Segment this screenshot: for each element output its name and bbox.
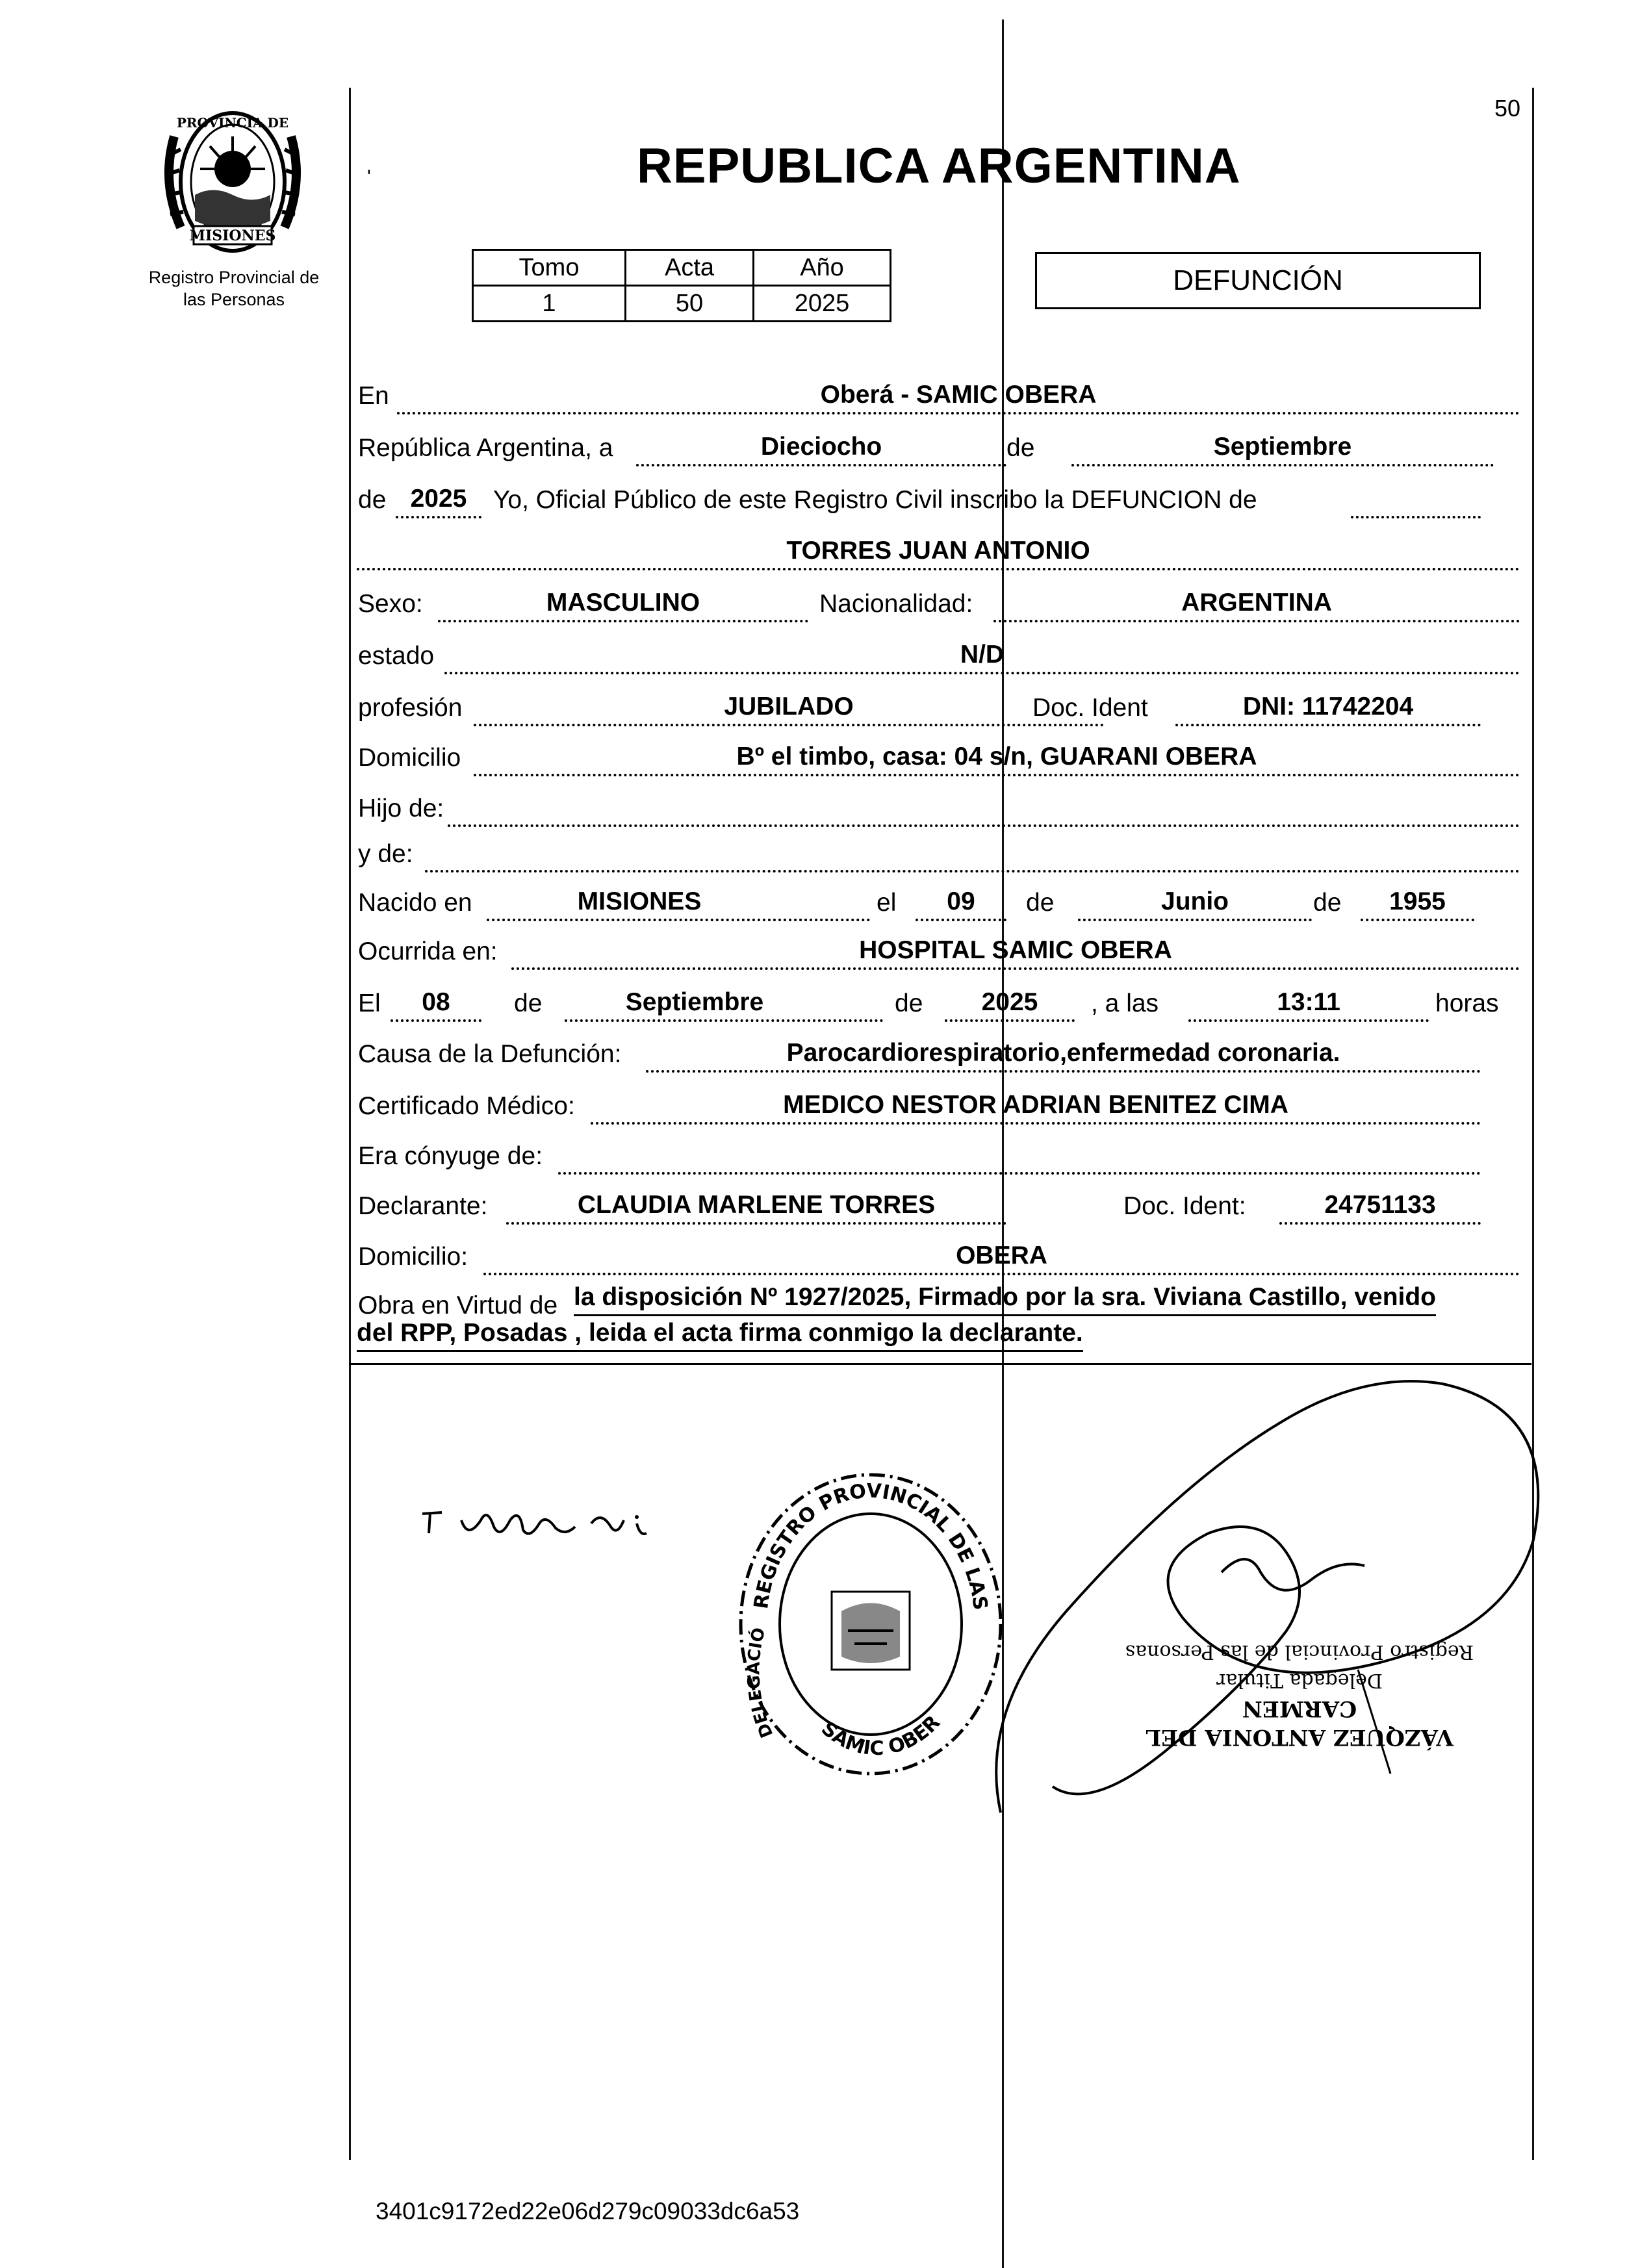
register-value-row: [473, 286, 891, 322]
value-estado: N/D: [960, 641, 1005, 669]
row-conyuge: [357, 1124, 1520, 1176]
signature-right-icon: [975, 1358, 1559, 1852]
page-title: REPUBLICA ARGENTINA: [637, 138, 1241, 194]
tick-mark: ': [367, 166, 371, 188]
row-place: [357, 364, 1520, 416]
value-acta: 50: [626, 286, 754, 322]
label-ocurrida-en: Ocurrida en:: [358, 937, 498, 965]
svg-text:REGISTRO PROVINCIAL DE LAS PER: REGISTRO PROVINCIAL DE LAS: [750, 1479, 992, 1612]
document-type-box: DEFUNCIÓN: [1035, 252, 1481, 309]
row-death-date: [357, 971, 1520, 1023]
value-place: Oberá - SAMIC OBERA: [820, 381, 1097, 409]
label-el: el: [877, 889, 897, 917]
row-certificate: [357, 1074, 1520, 1126]
row-estado: [357, 624, 1520, 676]
coat-of-arms-icon: [148, 97, 317, 266]
row-declarante-domicilio: [357, 1225, 1520, 1277]
row-name: [357, 520, 1520, 572]
value-obra-line-1: la disposición Nº 1927/2025, Firmado por la sra. Viviana Castillo, venido: [574, 1283, 1436, 1316]
row-birth: [357, 871, 1520, 923]
stamp-line-2: Delegada Titular: [1216, 1669, 1383, 1692]
svg-text:DELEGACIÓN: DELEGACIÓ: [744, 1625, 778, 1740]
value-sexo: MASCULINO: [546, 589, 700, 617]
row-date: [357, 416, 1520, 468]
value-birthplace: MISIONES: [577, 887, 702, 915]
label-declarante-domicilio: Domicilio:: [358, 1243, 468, 1271]
label-declarante-doc: Doc. Ident:: [1123, 1192, 1246, 1220]
dotted-line: [993, 620, 1520, 622]
label-de: de: [895, 989, 923, 1017]
label-de: de: [358, 486, 387, 514]
label-y-de: y de:: [358, 840, 413, 868]
label-nacido-en: Nacido en: [358, 889, 472, 917]
label-doc-ident: Doc. Ident: [1032, 694, 1148, 722]
svg-text:PROVINCIA DE: PROVINCIA DE: [176, 115, 289, 131]
value-causa: Parocardiorespiratorio,enfermedad coronaria.: [786, 1039, 1340, 1067]
value-nacionalidad: ARGENTINA: [1181, 589, 1332, 617]
value-death-month: Septiembre: [625, 988, 764, 1016]
value-ano: 2025: [754, 286, 891, 322]
row-ocurrida: [357, 919, 1520, 971]
value-birth-day: 09: [947, 887, 975, 915]
label-sexo: Sexo:: [358, 590, 423, 618]
official-seal-icon: [728, 1462, 1014, 1787]
label-horas: horas: [1435, 989, 1499, 1017]
registry-name-line-1: Registro Provincial de: [148, 268, 320, 287]
value-domicilio: Bº el timbo, casa: 04 s/n, GUARANI OBERA: [736, 743, 1257, 771]
value-month: Septiembre: [1213, 433, 1352, 461]
dotted-line: [646, 1070, 1481, 1073]
label-de: de: [514, 989, 543, 1017]
value-profesion: JUBILADO: [724, 693, 854, 720]
label-estado: estado: [358, 642, 435, 670]
row-sex-nationality: [357, 572, 1520, 624]
row-hijo-de: [357, 776, 1520, 828]
stamp-line-3: Registro Provincial de las Personas: [1125, 1640, 1474, 1663]
register-header-row: [473, 250, 891, 286]
label-el: El: [358, 989, 381, 1017]
page-number: 50: [1494, 95, 1521, 121]
value-deceased-name: TORRES JUAN ANTONIO: [786, 537, 1090, 565]
label-domicilio: Domicilio: [358, 744, 461, 772]
row-domicilio: [357, 726, 1520, 778]
registry-name-line-2: las Personas: [183, 290, 285, 309]
label-declarante: Declarante:: [358, 1192, 488, 1220]
label-nacionalidad: Nacionalidad:: [819, 590, 973, 618]
label-profesion: profesión: [358, 694, 463, 722]
label-conyuge: Era cónyuge de:: [358, 1142, 543, 1170]
label-certificado: Certificado Médico:: [358, 1092, 575, 1120]
value-doc-ident: DNI: 11742204: [1242, 693, 1414, 720]
svg-text:SAMIC OBERA: SAMIC OBER: [817, 1711, 945, 1761]
label-obra: Obra en Virtud de: [358, 1292, 558, 1319]
row-declarante: [357, 1174, 1520, 1226]
value-ocurrida: HOSPITAL SAMIC OBERA: [859, 936, 1172, 964]
registry-name: [123, 266, 344, 311]
dotted-line: [444, 672, 1520, 674]
value-birth-month: Junio: [1161, 887, 1229, 915]
header-acta: Acta: [626, 250, 754, 286]
row-profession-doc: [357, 676, 1520, 728]
label-hijo-de: Hijo de:: [358, 795, 444, 822]
label-en: En: [358, 382, 389, 410]
value-obra-line-2: del RPP, Posadas , leida el acta firma conmigo la declarante.: [357, 1319, 1083, 1352]
value-year: 2025: [410, 485, 467, 513]
row-y-de: [357, 822, 1520, 874]
dotted-line: [357, 568, 1520, 570]
dotted-line: [397, 412, 1520, 414]
value-death-year: 2025: [981, 988, 1038, 1016]
stamp-line-1: VÁZQUEZ ANTONIA DEL CARMEN: [1146, 1696, 1454, 1750]
header-ano: Año: [754, 250, 891, 286]
value-certificado: MEDICO NESTOR ADRIAN BENITEZ CIMA: [783, 1091, 1288, 1119]
dotted-line: [438, 620, 808, 622]
label-yo-oficial: Yo, Oficial Público de este Registro Civil inscribo la DEFUNCION de: [493, 486, 1257, 514]
value-declarante-doc: 24751133: [1324, 1191, 1436, 1219]
label-republica: República Argentina, a: [358, 434, 613, 462]
value-birth-year: 1955: [1389, 887, 1446, 915]
dotted-line: [511, 967, 1520, 970]
label-de: de: [1006, 434, 1035, 462]
svg-text:MISIONES: MISIONES: [189, 227, 276, 244]
left-margin-line: [349, 88, 351, 2160]
document-hash: 3401c9172ed22e06d279c09033dc6a53: [376, 2198, 800, 2224]
row-cause: [357, 1022, 1520, 1074]
label-causa: Causa de la Defunción:: [358, 1040, 622, 1068]
dotted-line: [1351, 516, 1481, 518]
register-table: [472, 249, 891, 322]
label-de: de: [1026, 889, 1055, 917]
value-death-time: 13:11: [1277, 988, 1340, 1016]
header-tomo: Tomo: [473, 250, 626, 286]
official-stamp: [1118, 1637, 1481, 1752]
dotted-line: [636, 464, 1006, 466]
value-death-day: 08: [422, 988, 450, 1016]
value-tomo: 1: [473, 286, 626, 322]
row-year: [357, 468, 1520, 520]
row-obra-2: [357, 1309, 1520, 1361]
label-a-las: , a las: [1091, 989, 1159, 1017]
value-day: Dieciocho: [760, 433, 882, 461]
label-de: de: [1313, 889, 1342, 917]
dotted-line: [396, 516, 481, 518]
dotted-line: [1071, 464, 1494, 466]
value-declarante: CLAUDIA MARLENE TORRES: [577, 1191, 936, 1219]
value-declarante-domicilio: OBERA: [956, 1242, 1047, 1269]
signature-left-icon: [416, 1481, 663, 1572]
